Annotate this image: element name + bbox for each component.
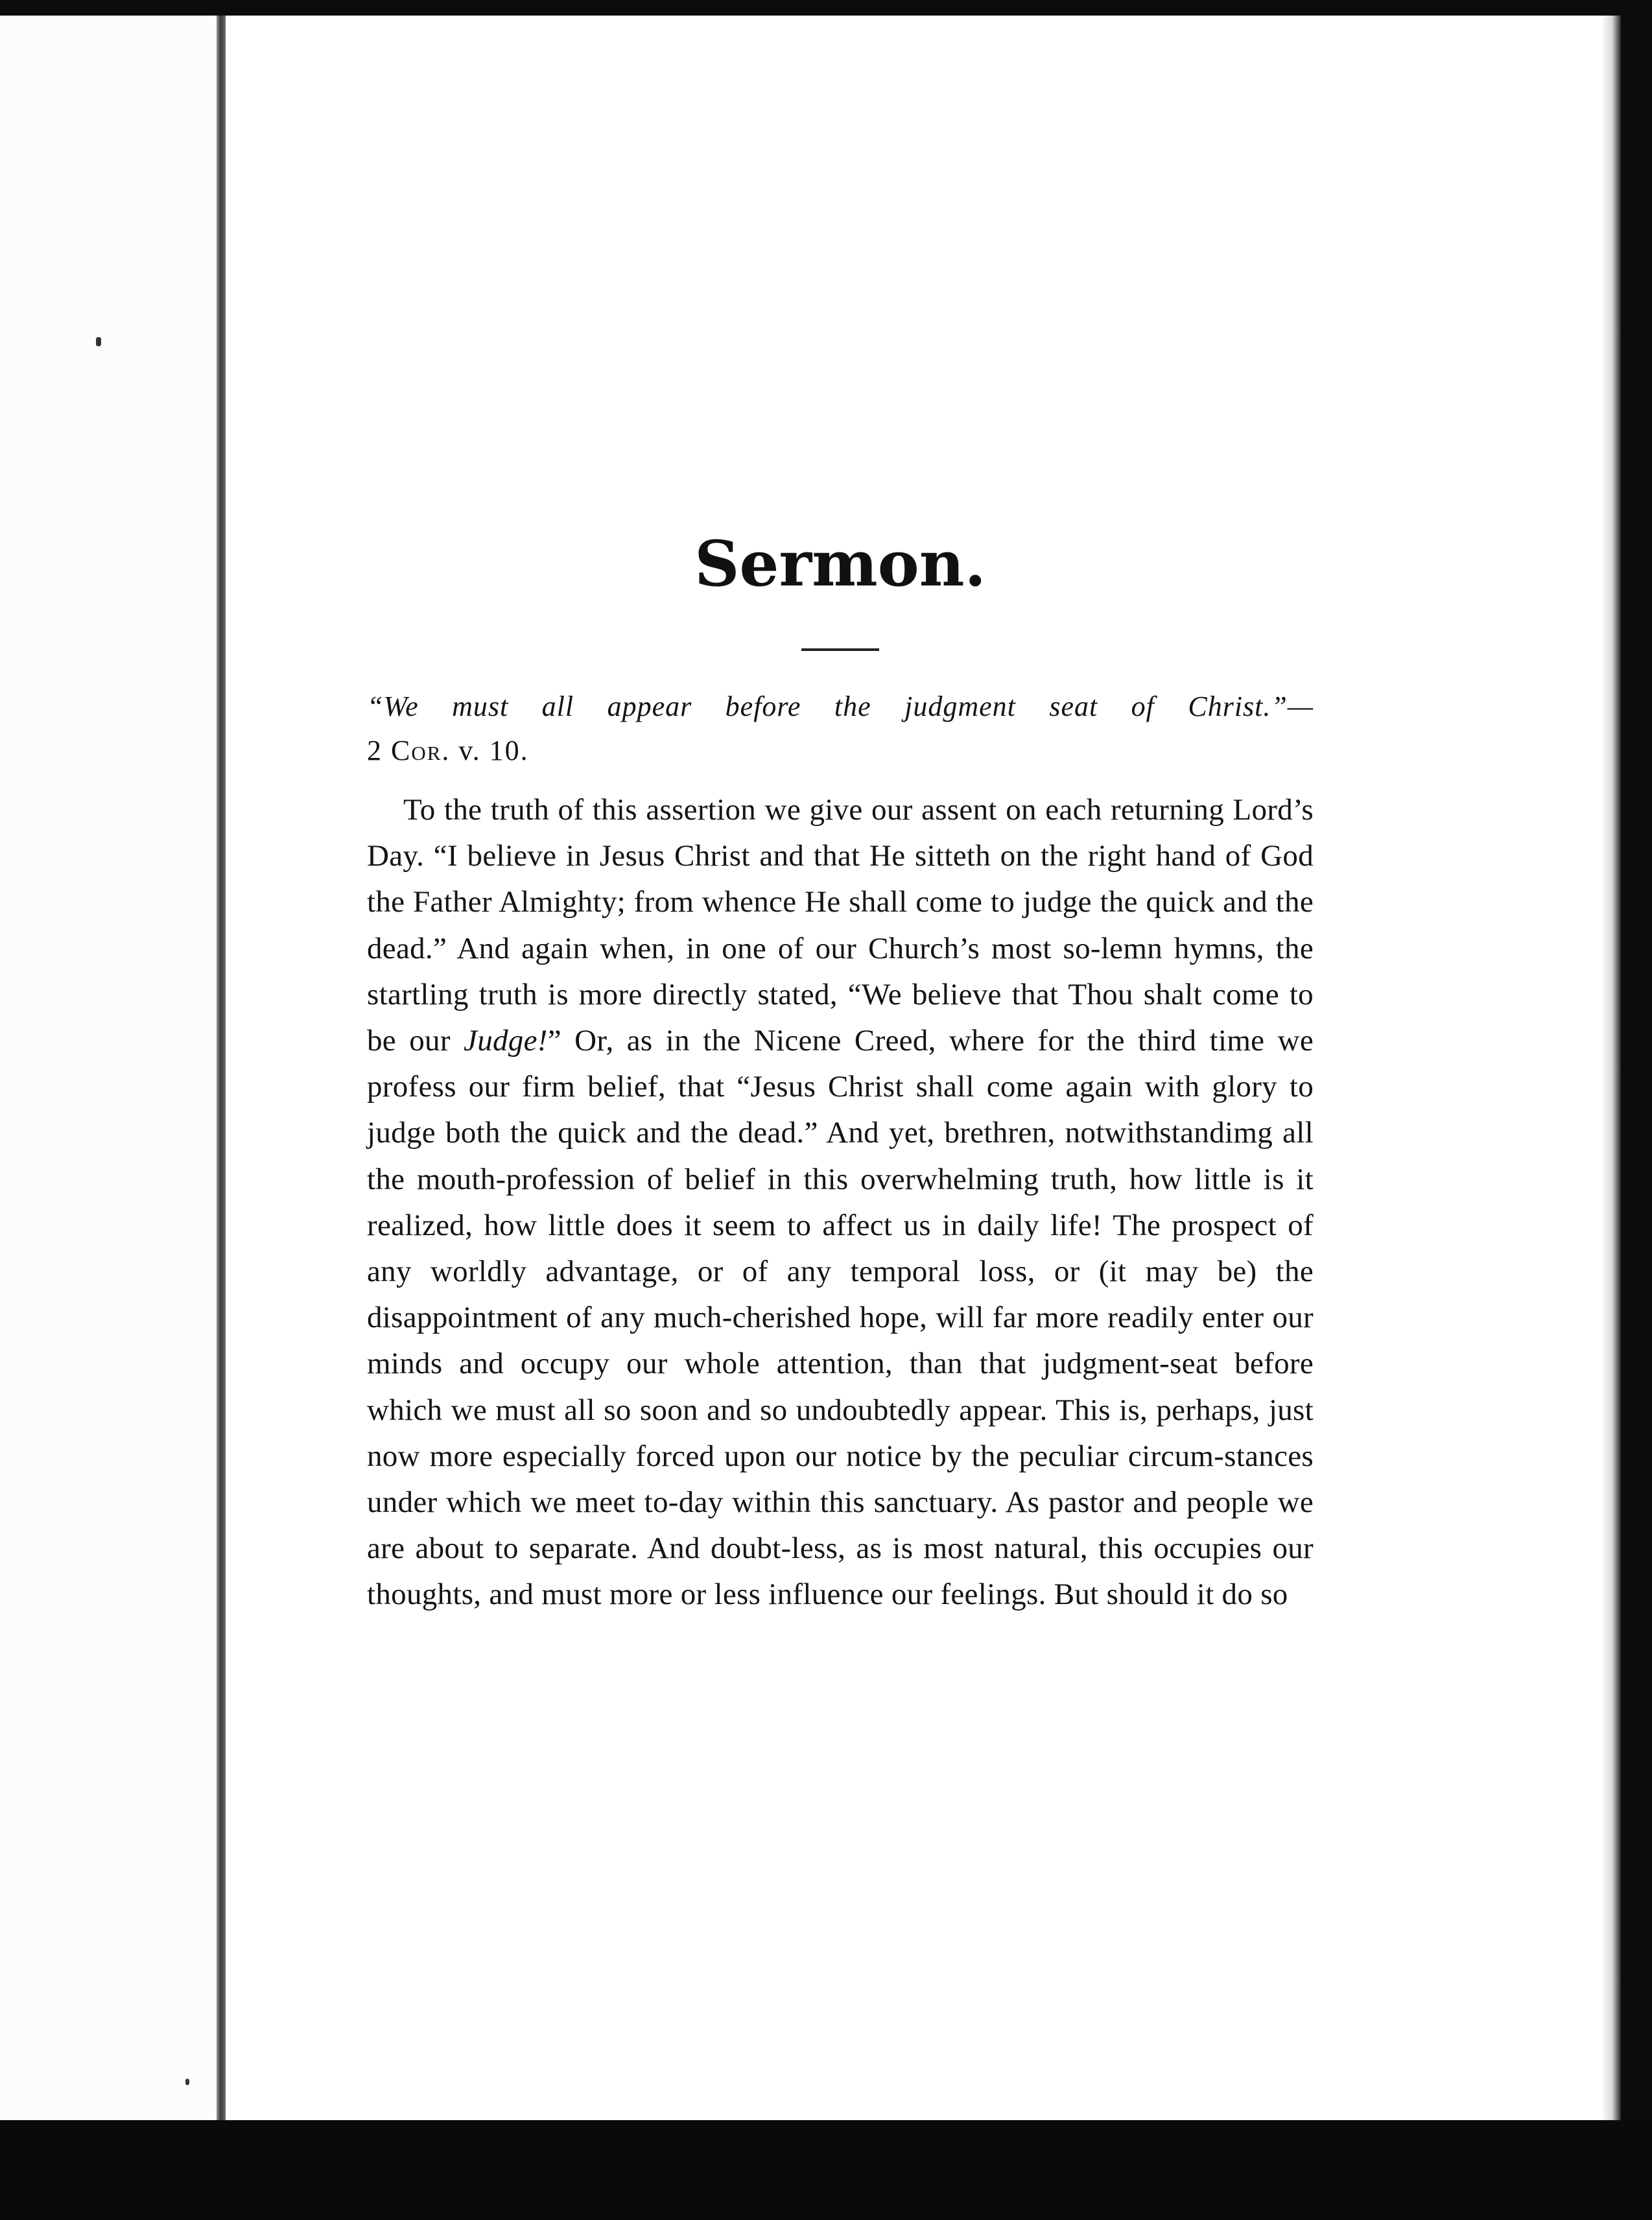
body-text-emphasis: Judge! (464, 1024, 548, 1058)
epigraph-reference (367, 729, 1314, 773)
ink-speck (185, 2079, 189, 2085)
body-text-part-2: ” Or, as in the Nicene Creed, where for the third time we profess our firm belief, that “Jesus Christ shall come again with glory to judge both the quick and the dead.” And yet, brethren, notwithstandimg all the mouth-profession of belief in this overwhelming truth, how little is it realized, how little does it seem to affect us in daily life! The prospect of any worldly advantage, or of any temporal loss, or (it may be) the disappointment of any much-cherished hope, will far more readily enter our minds and occupy our whole attention, than that judgment-seat before which we must all so soon and so undoubtedly appear. This is, perhaps, just now more especially forced upon our notice by the peculiar circum-stances under which we meet to-day within this sanctuary. As pastor and people we are about to separate. And doubt-less, as is most natural, this occupies our thoughts, and must more or less influence our feelings. But should it do so (367, 1024, 1314, 1612)
page-edge (1601, 16, 1621, 2120)
page-content (367, 525, 1314, 1618)
page-heading: Sermon. (694, 527, 986, 600)
scan-border-bottom (0, 2120, 1652, 2220)
epigraph-quote: “We must all appear before the judgment seat of Christ.”— (367, 691, 1314, 722)
epigraph (367, 685, 1314, 773)
heading-divider (801, 648, 879, 651)
ink-speck (96, 337, 101, 346)
scan-border-top (0, 0, 1652, 16)
epigraph-ref-book: Cor. (391, 735, 451, 766)
facing-page (0, 16, 217, 2120)
scan-border-right (1621, 0, 1652, 2220)
epigraph-ref-suffix: v. 10. (450, 735, 529, 766)
body-text-part-1: To the truth of this assertion we give our assent on each returning Lord’s Day. “I believe in Jesus Christ and that He sitteth on the right hand of God the Father Almighty; from whence He shall come to judge the quick and the dead.” And again when, in one of our Church’s most so-lemn hymns, the startling truth is more directly stated, “We believe that Thou shalt come to be our (367, 793, 1314, 1058)
sermon-body-paragraph (367, 787, 1314, 1618)
epigraph-ref-prefix: 2 (367, 735, 391, 766)
book-spine-gutter (217, 16, 226, 2120)
